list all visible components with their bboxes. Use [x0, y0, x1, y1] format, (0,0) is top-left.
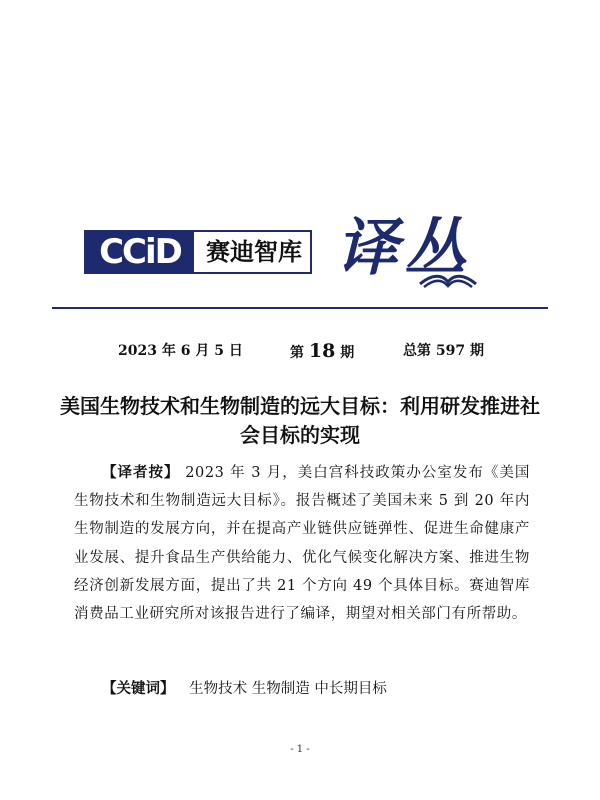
translator-note-text: 2023 年 3 月，美白宫科技政策办公室发布《美国生物技术和生物制造远大目标》。报告概述了美国未来 5 到 20 年内生物制造的发展方向，并在提高产业链供应链弹性、促进生命健康产业发展、提升食品生产供给能力、优化气候变化解决方案、推进生物经济创新发展方面，提出了共 21 个方向 49 个具体目标。赛迪智库消费品工业研究所对该报告进行了编译，期望对相关部门有所帮助。	[74, 465, 530, 623]
masthead-rule	[52, 307, 548, 309]
issue-number-suffix: 期	[340, 345, 355, 361]
series-title: 译丛	[336, 211, 473, 284]
issue-date: 2023 年 6 月 5 日	[118, 343, 243, 359]
open-book-icon	[418, 266, 478, 288]
logo-name: 赛迪智库	[206, 238, 302, 266]
translator-note-label: 【译者按】	[102, 465, 180, 481]
issue-line	[0, 340, 600, 362]
logo-mark: CCiD	[86, 232, 194, 272]
issue-total: 总第 597 期	[403, 343, 484, 359]
issue-number-value: 18	[308, 340, 336, 362]
keyword-item: 生物制造	[251, 681, 310, 697]
ccid-logo	[84, 230, 312, 274]
keywords	[102, 676, 532, 702]
keyword-item: 中长期目标	[314, 681, 387, 697]
keyword-item: 生物技术	[189, 681, 248, 697]
issue-number-prefix: 第	[290, 345, 304, 361]
page-number: - 1 -	[290, 744, 310, 755]
issue-number	[290, 340, 354, 364]
translator-note	[74, 459, 530, 628]
masthead	[84, 208, 524, 288]
keywords-label: 【关键词】	[102, 681, 175, 697]
document-title: 美国生物技术和生物制造的远大目标：利用研发推进社会目标的实现	[60, 394, 540, 447]
